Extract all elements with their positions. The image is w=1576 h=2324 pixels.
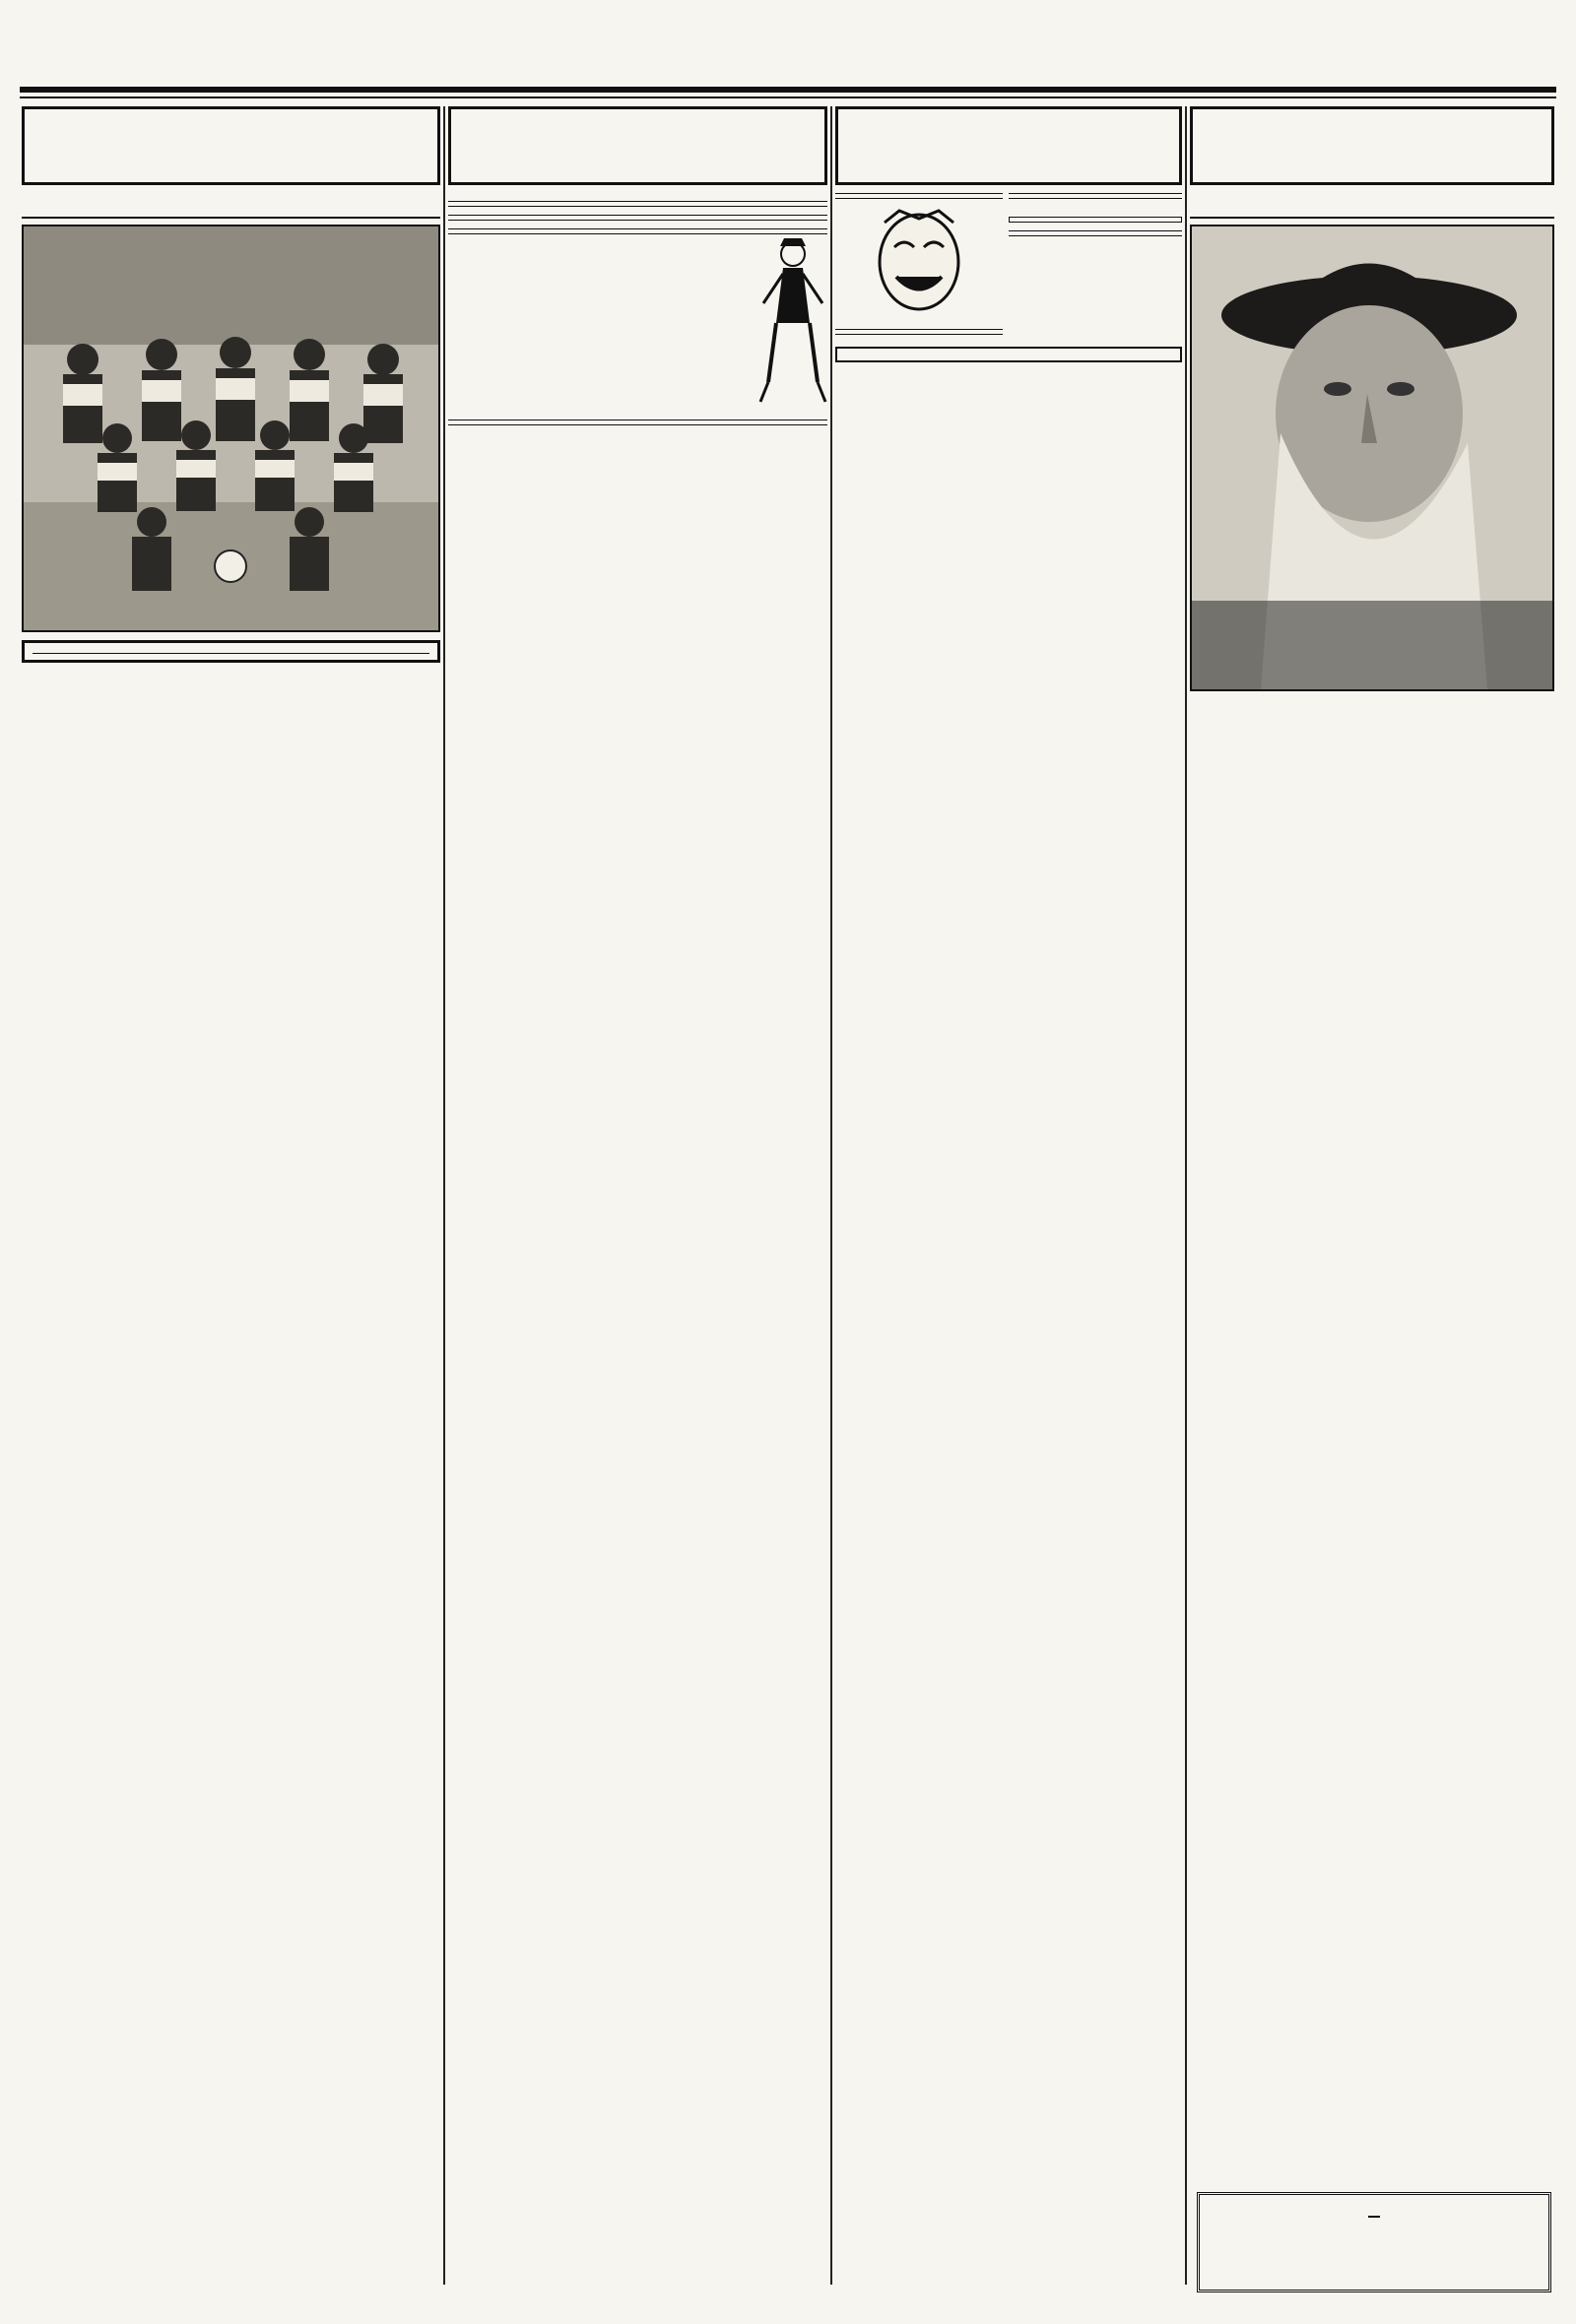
theatre-news [835,185,1003,341]
masthead-sports [22,106,440,185]
jannings-photo-image [1192,226,1552,689]
column-divider [443,106,445,2285]
kouventes-block [448,234,827,412]
expo-ad-cta [33,653,429,654]
top-rule-thin [20,97,1556,98]
values-column [835,106,1182,2285]
radio-heading [1009,230,1182,236]
dancer-illustration [758,234,827,412]
theatres-heading [448,201,827,207]
column-divider [1185,106,1187,2285]
exchange-heading [1009,193,1182,199]
values-split [835,185,1182,341]
issues-subheading [1190,215,1554,219]
kouventes-text [448,238,753,412]
sports-column [22,106,440,2285]
top-rule [20,87,1556,93]
jannings-photo [1190,225,1554,691]
masthead-athens [448,106,827,185]
athens-column [448,106,827,2285]
team-photo-image [24,226,438,630]
issues-column [1190,106,1554,2285]
bank-product [1368,2216,1380,2218]
expo-advertisement [22,640,440,663]
theatre-mask-illustration [865,203,973,321]
masthead-issues [1190,106,1554,185]
sports-subheading [22,215,440,219]
theatre-ad-box [835,347,1182,362]
theatre-heading [835,193,1003,199]
bulletin-source [1009,217,1182,223]
column-divider [830,106,832,2285]
bank-advertisement [1197,2192,1551,2292]
ships-heading [448,420,827,425]
masthead-values [835,106,1182,185]
team-photo [22,225,440,632]
exchange-news [1009,185,1182,341]
city-heading [835,329,1003,335]
cinemas-heading [448,215,827,221]
